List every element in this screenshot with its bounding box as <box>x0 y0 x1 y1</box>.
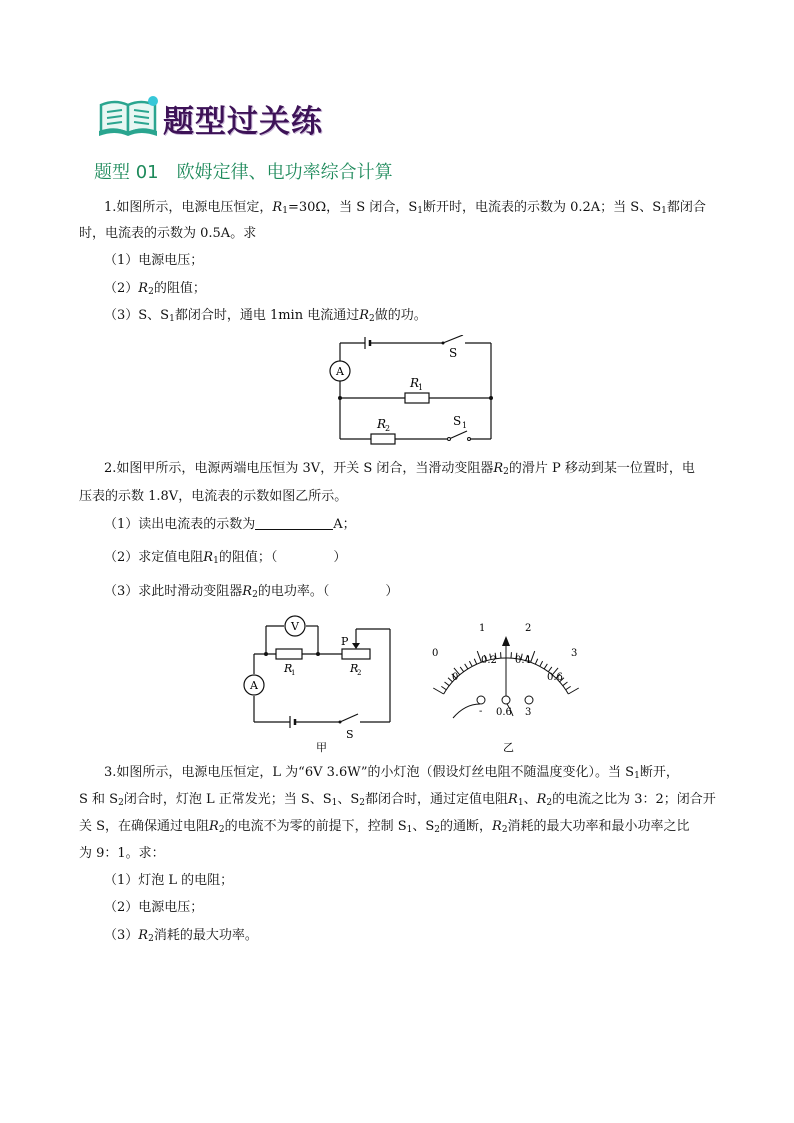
q3-line-2: S 和 $S_2$闭合时，灯泡 L 正常发光；当 S、$S_1$、$S_2$都闭合时，通过定值电阻$R_1$、$R_2$的电流之比为 3：2；闭合开 <box>79 792 716 808</box>
r1-label: R <box>410 376 420 390</box>
q1-line-1: 1.如图所示，电源电压恒定，$R_1=30\Omega$，当 S 闭合，$S_1$断开时，电流表的示数为 0.2A；当 S、$S_1$都闭合 <box>104 200 706 216</box>
rheostat-r2 <box>342 649 370 659</box>
section-label: 题型 01 <box>94 162 159 183</box>
resistor-r1 <box>276 649 302 659</box>
r1-label: R <box>284 662 293 675</box>
r2-subscript: 2 <box>357 669 362 677</box>
scale-bottom-0: 0 <box>452 672 459 683</box>
dial-tick <box>563 682 568 686</box>
q2-line-1: 2.如图甲所示，电源两端电压恒为 3V，开关 S 闭合，当滑动变阻器$R_2$的滑片 P 移动到某一位置时，电 <box>104 461 695 477</box>
q2-line-2: 压表的示数 1.8V，电流表的示数如图乙所示。 <box>79 489 348 504</box>
voltmeter-label: V <box>291 620 299 633</box>
dial-tick <box>441 686 446 689</box>
q3-line-4: 为 9：1。求： <box>79 846 165 861</box>
q3-sub-3: $(3)R_2$消耗的最大功率。 <box>104 928 258 944</box>
q2-sub-2: （2）求定值电阻$R_1$的阻值；（ ） <box>104 550 347 566</box>
resistor-r1 <box>405 393 429 403</box>
q2-sub-3: （3）求此时滑动变阻器$R_2$的电功率。（ ） <box>104 584 399 600</box>
q2-figure-a-circuit <box>238 612 398 754</box>
dial-tick <box>474 659 476 664</box>
dial-tick <box>465 664 468 669</box>
scale-top-3: 3 <box>571 648 578 659</box>
terminal-label-negative: - <box>479 706 483 717</box>
terminal-label-3: 3 <box>525 707 532 718</box>
switch-s1 <box>449 431 467 439</box>
q1-sub-1: （1）电源电压； <box>104 253 204 268</box>
q1-sub-2: $(2)R_2$的阻值； <box>104 281 206 297</box>
ammeter-label: A <box>336 365 344 378</box>
open-book-icon <box>97 95 161 137</box>
figure-b-caption: 乙 <box>503 741 514 754</box>
ammeter-label: A <box>250 679 258 692</box>
r1-subscript: 1 <box>418 383 424 392</box>
switch-s <box>443 335 463 343</box>
q3-sub-1: （1）灯泡 L 的电阻； <box>104 873 234 888</box>
section-title: 欧姆定律、电功率综合计算 <box>176 162 393 183</box>
q1-sub-3: （3）S、$S_1$都闭合时，通电 1min 电流通过$R_2$做的功。 <box>104 308 427 324</box>
dial-tick <box>535 659 537 664</box>
scale-top-0: 0 <box>432 648 439 659</box>
r2-subscript: 2 <box>385 424 391 433</box>
q3-line-1: 3.如图所示，电源电压恒定，L 为“6V 3.6W”的小灯泡（假设灯丝电阻不随温度变化）。当 $S_1$断开， <box>104 765 679 781</box>
slider-label: P <box>341 635 349 648</box>
r1-subscript: 1 <box>291 669 296 677</box>
scale-top-2: 2 <box>525 623 532 634</box>
terminal-label-0-6: 0.6 <box>496 707 512 718</box>
scale-bottom-1: 0.2 <box>481 655 497 666</box>
q2-figure-b-ammeter-dial <box>425 612 585 754</box>
q2-sub-1: （1）读出电流表的示数为 A； <box>104 517 356 532</box>
q3-line-3: 关 S，在确保通过电阻$R_2$的电流不为零的前提下，控制 $S_1$、$S_2$的通断，$R_2$消耗的最大功率和最小功率之比 <box>79 819 690 835</box>
resistor-r2 <box>371 434 395 444</box>
switch-s-label: S <box>449 346 458 360</box>
banner-title: 题型过关练 <box>163 104 323 140</box>
dial-tick <box>544 664 547 669</box>
q1-line-2: 时，电流表的示数为 0.5A。求 <box>79 226 257 241</box>
dial-tick <box>469 661 472 666</box>
terminal-3 <box>525 696 533 704</box>
switch-label: S <box>346 728 354 741</box>
switch-s <box>340 714 358 722</box>
q1-circuit-diagram <box>325 335 500 447</box>
scale-bottom-2: 0.4 <box>515 655 531 666</box>
scale-top-1: 1 <box>479 623 486 634</box>
dial-tick <box>433 688 443 694</box>
terminal-negative <box>477 696 485 704</box>
switch-s1-subscript: 1 <box>462 421 468 430</box>
dial-tick <box>568 688 578 694</box>
wire-to-negative <box>453 704 483 718</box>
scale-bottom-3: 0.6 <box>547 672 563 683</box>
section-heading <box>94 158 393 184</box>
dial-tick <box>531 651 535 662</box>
dial-tick <box>540 661 543 666</box>
terminal-0-6 <box>502 696 510 704</box>
answer-blank[interactable] <box>255 517 333 530</box>
dial-tick <box>566 686 571 689</box>
dial-tick <box>460 667 464 672</box>
dial-tick <box>445 682 450 686</box>
r2-label: R <box>350 662 359 675</box>
q3-sub-2: （2）电源电压； <box>104 900 204 915</box>
switch-s1-label: S <box>453 414 462 428</box>
r2-label: R <box>377 417 387 431</box>
figure-a-caption: 甲 <box>316 741 327 754</box>
